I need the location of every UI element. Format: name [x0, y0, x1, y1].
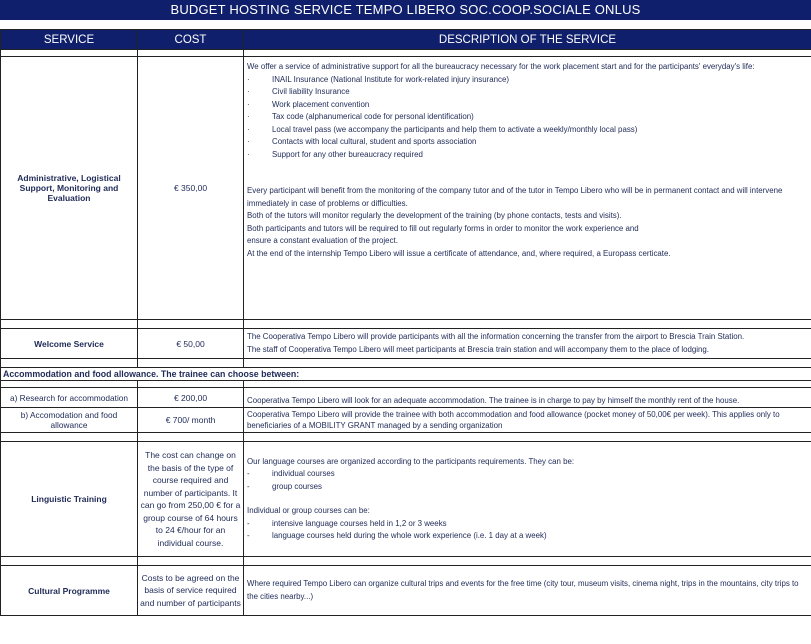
- admin-para: At the end of the internship Tempo Libero will issue a certificate of attendance, and, where required, a Europass certicate.: [247, 248, 671, 258]
- linguistic-intro2: Individual or group courses can be:: [247, 506, 370, 515]
- spacer-row: [1, 433, 811, 442]
- cost-cell: € 350,00: [138, 57, 244, 320]
- list-item: · Support for any other bureaucracy required: [247, 149, 423, 159]
- table-row: [1, 408, 811, 433]
- list-item: - group courses: [247, 481, 323, 491]
- list-item: · Contacts with local cultural, student and sports association: [247, 137, 477, 146]
- accommodation-section-title: Accommodation and food allowance. The trainee can choose between:: [1, 368, 811, 381]
- list-item: - individual courses: [247, 469, 335, 478]
- description-cell: [244, 329, 811, 359]
- cost-cell: € 700/ month: [138, 408, 244, 433]
- cost-cell: € 200,00: [138, 388, 244, 408]
- description-cell: Cooperativa Tempo Libero will provide the trainee with both accommodation and food allowance (pocket money of 50,00€ per week). This applies only to beneficiaries of a MOBILITY GRANT managed by a sending organization: [244, 408, 811, 433]
- service-cell: Welcome Service: [1, 329, 138, 359]
- header-row: [1, 30, 811, 50]
- welcome-line: The Cooperativa Tempo Libero will provide participants with all the information concerning the transfer from the airport to Brescia Train Station.: [247, 332, 745, 341]
- spacer-row: [1, 320, 811, 329]
- list-item: - language courses held during the whole work experience (i.e. 1 day at a week): [247, 531, 547, 540]
- spacer-row: [1, 381, 811, 388]
- cost-cell: € 50,00: [138, 329, 244, 359]
- admin-para: Both of the tutors will monitor regularly the development of the training (by phone contacts, tests and visits).: [247, 211, 622, 220]
- table-row: [1, 57, 811, 320]
- admin-para: Both participants and tutors will be required to fill out regularly forms in order to monitor the work experience and: [247, 223, 639, 233]
- list-item: · INAIL Insurance (National Institute for work-related injury insurance): [247, 74, 509, 84]
- header-description: DESCRIPTION OF THE SERVICE: [244, 30, 811, 50]
- service-cell: b) Accomodation and food allowance: [1, 408, 138, 433]
- page-title: BUDGET HOSTING SERVICE TEMPO LIBERO SOC.COOP.SOCIALE ONLUS: [0, 0, 811, 20]
- spacer-row: [1, 359, 811, 368]
- service-cell: Cultural Programme: [1, 566, 138, 616]
- service-cell: Linguistic Training: [1, 442, 138, 557]
- list-item: · Tax code (alphanumerical code for personal identification): [247, 112, 474, 121]
- header-service: SERVICE: [1, 30, 138, 50]
- linguistic-intro: Our language courses are organized according to the participants requirements. They can be:: [247, 456, 575, 466]
- budget-table: [0, 29, 811, 616]
- admin-intro: We offer a service of administrative support for all the bureaucracy necessary for the work placement start and for the participants' everyday's life:: [247, 62, 755, 71]
- section-row: [1, 368, 811, 381]
- spacer-row: [1, 50, 811, 57]
- welcome-line: The staff of Cooperativa Tempo Libero will meet participants at Brescia train station and will accompany them to the place of lodging.: [247, 344, 709, 354]
- list-item: · Work placement convention: [247, 99, 370, 109]
- description-cell: Cooperativa Tempo Libero will look for an adequate accommodation. The trainee is in charge to pay by himself the monthly rent of the house.: [244, 388, 811, 408]
- cost-cell: The cost can change on the basis of the type of course required and number of participants. It can go from 250,00 € for a group course of 64 hours to 24 €/hour for an individual course.: [138, 442, 244, 557]
- admin-para: ensure a constant evaluation of the project.: [247, 236, 398, 245]
- table-row: [1, 442, 811, 557]
- header-cost: COST: [138, 30, 244, 50]
- table-row: [1, 388, 811, 408]
- list-item: · Local travel pass (we accompany the participants and help them to activate a weekly/monthly local pass): [247, 124, 638, 134]
- list-item: - intensive language courses held in 1,2 or 3 weeks: [247, 518, 447, 528]
- service-cell: a) Research for accommodation: [1, 388, 138, 408]
- list-item: · Civil liability Insurance: [247, 87, 350, 96]
- description-cell: [244, 442, 811, 557]
- spacer-row: [1, 557, 811, 566]
- description-cell: Where required Tempo Libero can organize cultural trips and events for the free time (city tour, museum visits, cinema night, trips in the mountains, city trips to the cities nearby...): [244, 566, 811, 616]
- description-cell: [244, 57, 811, 320]
- admin-para: Every participant will benefit from the monitoring of the company tutor and of the tutor in Tempo Libero who will be in permanent contact and will intervene immediately in case of problems or difficulties.: [247, 186, 783, 208]
- table-row: [1, 566, 811, 616]
- service-cell: Administrative, Logistical Support, Monitoring and Evaluation: [1, 57, 138, 320]
- table-row: [1, 329, 811, 359]
- cost-cell: Costs to be agreed on the basis of service required and number of participants: [138, 566, 244, 616]
